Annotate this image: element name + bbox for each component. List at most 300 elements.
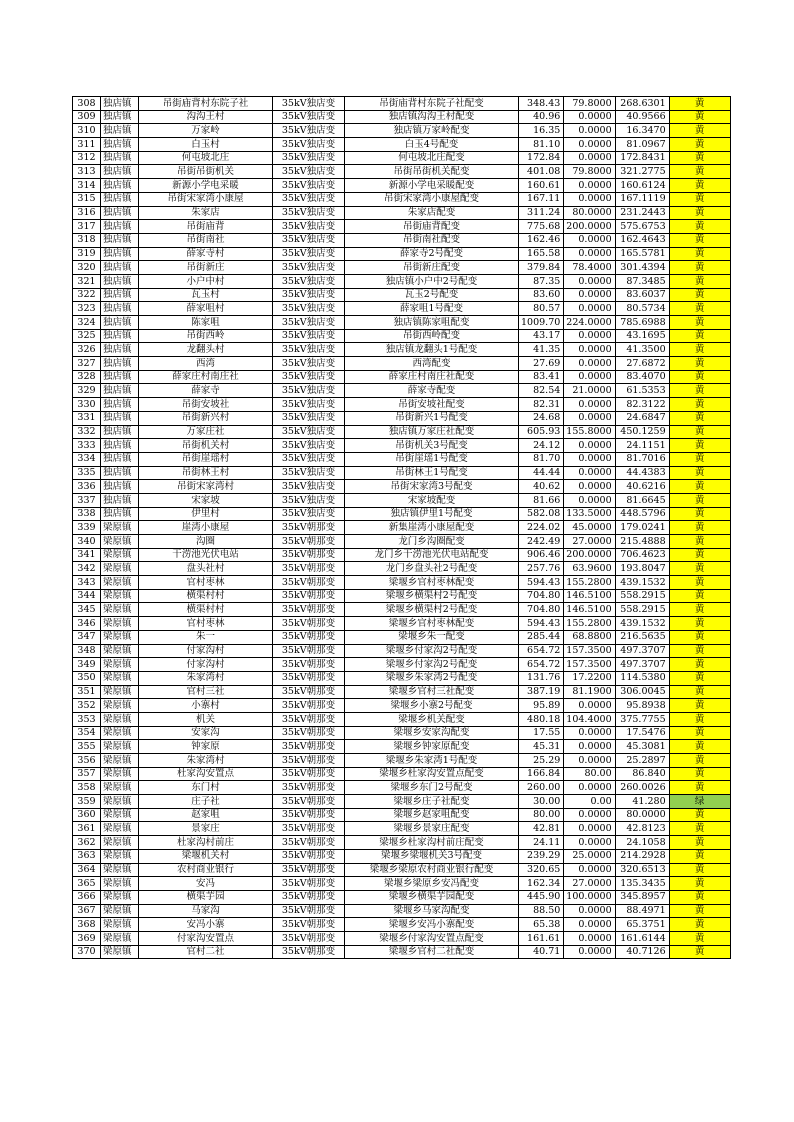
- status-cell: 黄: [669, 808, 730, 822]
- transformer-cell: 新集崖湾小康屋配变: [345, 521, 519, 535]
- substation-cell: 35kV独店变: [273, 343, 345, 357]
- row-number: 337: [73, 493, 101, 507]
- town-cell: 梁原镇: [101, 603, 139, 617]
- remaining-capacity-cell: 25.2897: [615, 754, 669, 768]
- status-cell: 黄: [669, 206, 730, 220]
- capacity-cell: 27.69: [519, 357, 564, 371]
- row-number: 360: [73, 808, 101, 822]
- site-name-cell: 盘头社村: [139, 562, 273, 576]
- transformer-cell: 梁堰乡机关配变: [345, 712, 519, 726]
- capacity-cell: 172.84: [519, 151, 564, 165]
- site-name-cell: 庄子社: [139, 795, 273, 809]
- status-cell: 黄: [669, 274, 730, 288]
- status-cell: 黄: [669, 767, 730, 781]
- site-name-cell: 安冯小寨: [139, 918, 273, 932]
- used-capacity-cell: 80.0000: [564, 206, 615, 220]
- transformer-cell: 梁堰乡朱家湾2号配变: [345, 671, 519, 685]
- town-cell: 梁原镇: [101, 685, 139, 699]
- used-capacity-cell: 146.5100: [564, 603, 615, 617]
- remaining-capacity-cell: 43.1695: [615, 329, 669, 343]
- capacity-cell: 162.46: [519, 233, 564, 247]
- status-cell: 黄: [669, 247, 730, 261]
- used-capacity-cell: 21.0000: [564, 384, 615, 398]
- substation-cell: 35kV独店变: [273, 192, 345, 206]
- substation-cell: 35kV朝那变: [273, 712, 345, 726]
- town-cell: 独店镇: [101, 233, 139, 247]
- table-body: [73, 97, 731, 959]
- substation-cell: 35kV独店变: [273, 384, 345, 398]
- substation-cell: 35kV朝那变: [273, 617, 345, 631]
- substation-cell: 35kV独店变: [273, 138, 345, 152]
- capacity-cell: 24.11: [519, 836, 564, 850]
- transformer-cell: 梁堰乡梁堰机关3号配变: [345, 849, 519, 863]
- used-capacity-cell: 0.0000: [564, 357, 615, 371]
- substation-cell: 35kV独店变: [273, 165, 345, 179]
- data-table: [72, 96, 731, 959]
- table-row: [73, 507, 731, 521]
- substation-cell: 35kV朝那变: [273, 918, 345, 932]
- row-number: 340: [73, 535, 101, 549]
- remaining-capacity-cell: 161.6144: [615, 931, 669, 945]
- town-cell: 独店镇: [101, 138, 139, 152]
- remaining-capacity-cell: 88.4971: [615, 904, 669, 918]
- transformer-cell: 梁堰乡官村二社配变: [345, 945, 519, 959]
- transformer-cell: 吊街林王1号配变: [345, 466, 519, 480]
- capacity-cell: 95.89: [519, 699, 564, 713]
- table-row: [73, 795, 731, 809]
- remaining-capacity-cell: 439.1532: [615, 576, 669, 590]
- site-name-cell: 陈家咀: [139, 316, 273, 330]
- substation-cell: 35kV朝那变: [273, 849, 345, 863]
- table-row: [73, 712, 731, 726]
- town-cell: 梁原镇: [101, 644, 139, 658]
- remaining-capacity-cell: 320.6513: [615, 863, 669, 877]
- used-capacity-cell: 0.0000: [564, 493, 615, 507]
- status-cell: 黄: [669, 658, 730, 672]
- town-cell: 梁原镇: [101, 617, 139, 631]
- remaining-capacity-cell: 439.1532: [615, 617, 669, 631]
- capacity-cell: 387.19: [519, 685, 564, 699]
- status-cell: 黄: [669, 316, 730, 330]
- site-name-cell: 龙翻头村: [139, 343, 273, 357]
- town-cell: 独店镇: [101, 357, 139, 371]
- status-cell: 黄: [669, 836, 730, 850]
- table-row: [73, 411, 731, 425]
- town-cell: 独店镇: [101, 507, 139, 521]
- capacity-cell: 162.34: [519, 877, 564, 891]
- row-number: 329: [73, 384, 101, 398]
- remaining-capacity-cell: 40.7126: [615, 945, 669, 959]
- capacity-cell: 160.61: [519, 179, 564, 193]
- table-row: [73, 535, 731, 549]
- status-cell: 黄: [669, 398, 730, 412]
- status-cell: 黄: [669, 576, 730, 590]
- table-row: [73, 384, 731, 398]
- town-cell: 独店镇: [101, 165, 139, 179]
- used-capacity-cell: 0.0000: [564, 781, 615, 795]
- site-name-cell: 吊街宋家湾小康屋: [139, 192, 273, 206]
- table-row: [73, 589, 731, 603]
- town-cell: 独店镇: [101, 425, 139, 439]
- used-capacity-cell: 79.8000: [564, 97, 615, 111]
- substation-cell: 35kV独店变: [273, 493, 345, 507]
- capacity-cell: 166.84: [519, 767, 564, 781]
- transformer-cell: 梁堰乡官村枣林配变: [345, 617, 519, 631]
- site-name-cell: 官村枣林: [139, 576, 273, 590]
- town-cell: 独店镇: [101, 274, 139, 288]
- transformer-cell: 梁堰乡庄子社配变: [345, 795, 519, 809]
- remaining-capacity-cell: 214.2928: [615, 849, 669, 863]
- row-number: 348: [73, 644, 101, 658]
- remaining-capacity-cell: 497.3707: [615, 658, 669, 672]
- site-name-cell: 农村商业银行: [139, 863, 273, 877]
- status-cell: 黄: [669, 863, 730, 877]
- transformer-cell: 梁堰乡梁原乡安冯配变: [345, 877, 519, 891]
- table-row: [73, 617, 731, 631]
- capacity-cell: 348.43: [519, 97, 564, 111]
- table-row: [73, 754, 731, 768]
- capacity-cell: 24.12: [519, 439, 564, 453]
- transformer-cell: 梁堰乡安家沟配变: [345, 726, 519, 740]
- site-name-cell: 小寨村: [139, 699, 273, 713]
- remaining-capacity-cell: 24.1058: [615, 836, 669, 850]
- capacity-cell: 25.29: [519, 754, 564, 768]
- site-name-cell: 东门村: [139, 781, 273, 795]
- transformer-cell: 独店镇沟沟王村配变: [345, 110, 519, 124]
- site-name-cell: 朱家店: [139, 206, 273, 220]
- site-name-cell: 梁堰机关村: [139, 849, 273, 863]
- capacity-cell: 65.38: [519, 918, 564, 932]
- used-capacity-cell: 0.0000: [564, 480, 615, 494]
- remaining-capacity-cell: 16.3470: [615, 124, 669, 138]
- used-capacity-cell: 0.0000: [564, 274, 615, 288]
- row-number: 354: [73, 726, 101, 740]
- status-cell: 黄: [669, 890, 730, 904]
- substation-cell: 35kV独店变: [273, 302, 345, 316]
- used-capacity-cell: 0.00: [564, 795, 615, 809]
- table-row: [73, 630, 731, 644]
- transformer-cell: 龙门乡盘头社2号配变: [345, 562, 519, 576]
- remaining-capacity-cell: 83.4070: [615, 370, 669, 384]
- status-cell: 黄: [669, 931, 730, 945]
- row-number: 323: [73, 302, 101, 316]
- town-cell: 独店镇: [101, 302, 139, 316]
- transformer-cell: 梁堰乡横渠芋园配变: [345, 890, 519, 904]
- transformer-cell: 梁堰乡景家庄配变: [345, 822, 519, 836]
- capacity-cell: 41.35: [519, 343, 564, 357]
- transformer-cell: 吊街崖瑶1号配变: [345, 452, 519, 466]
- table-row: [73, 480, 731, 494]
- site-name-cell: 付家沟村: [139, 644, 273, 658]
- remaining-capacity-cell: 558.2915: [615, 603, 669, 617]
- remaining-capacity-cell: 450.1259: [615, 425, 669, 439]
- remaining-capacity-cell: 345.8957: [615, 890, 669, 904]
- remaining-capacity-cell: 45.3081: [615, 740, 669, 754]
- capacity-cell: 81.10: [519, 138, 564, 152]
- row-number: 309: [73, 110, 101, 124]
- row-number: 369: [73, 931, 101, 945]
- remaining-capacity-cell: 81.6645: [615, 493, 669, 507]
- substation-cell: 35kV朝那变: [273, 740, 345, 754]
- remaining-capacity-cell: 41.3500: [615, 343, 669, 357]
- remaining-capacity-cell: 706.4623: [615, 548, 669, 562]
- town-cell: 独店镇: [101, 411, 139, 425]
- town-cell: 梁原镇: [101, 658, 139, 672]
- substation-cell: 35kV独店变: [273, 124, 345, 138]
- transformer-cell: 独店镇龙翻头1号配变: [345, 343, 519, 357]
- transformer-cell: 西湾配变: [345, 357, 519, 371]
- status-cell: 黄: [669, 384, 730, 398]
- used-capacity-cell: 80.00: [564, 767, 615, 781]
- capacity-cell: 224.02: [519, 521, 564, 535]
- status-cell: 黄: [669, 343, 730, 357]
- remaining-capacity-cell: 215.4888: [615, 535, 669, 549]
- table-row: [73, 398, 731, 412]
- table-row: [73, 890, 731, 904]
- remaining-capacity-cell: 40.6216: [615, 480, 669, 494]
- status-cell: 黄: [669, 151, 730, 165]
- substation-cell: 35kV朝那变: [273, 548, 345, 562]
- town-cell: 独店镇: [101, 466, 139, 480]
- town-cell: 独店镇: [101, 329, 139, 343]
- transformer-cell: 独店镇万家岭配变: [345, 124, 519, 138]
- site-name-cell: 付家沟安置点: [139, 931, 273, 945]
- town-cell: 独店镇: [101, 261, 139, 275]
- status-cell: 黄: [669, 124, 730, 138]
- status-cell: 黄: [669, 357, 730, 371]
- town-cell: 梁原镇: [101, 945, 139, 959]
- remaining-capacity-cell: 80.5734: [615, 302, 669, 316]
- remaining-capacity-cell: 260.0026: [615, 781, 669, 795]
- transformer-cell: 龙门乡干涝池光伏电站配变: [345, 548, 519, 562]
- remaining-capacity-cell: 42.8123: [615, 822, 669, 836]
- transformer-cell: 梁堰乡横渠村2号配变: [345, 603, 519, 617]
- status-cell: 黄: [669, 110, 730, 124]
- row-number: 349: [73, 658, 101, 672]
- capacity-cell: 285.44: [519, 630, 564, 644]
- status-cell: 黄: [669, 233, 730, 247]
- substation-cell: 35kV朝那变: [273, 630, 345, 644]
- substation-cell: 35kV朝那变: [273, 863, 345, 877]
- used-capacity-cell: 133.5000: [564, 507, 615, 521]
- site-name-cell: 薛家庄村南庄社: [139, 370, 273, 384]
- site-name-cell: 万家庄社: [139, 425, 273, 439]
- transformer-cell: 薛家咀1号配变: [345, 302, 519, 316]
- remaining-capacity-cell: 24.6847: [615, 411, 669, 425]
- table-row: [73, 726, 731, 740]
- transformer-cell: 梁堰乡付家沟2号配变: [345, 658, 519, 672]
- row-number: 319: [73, 247, 101, 261]
- status-cell: 黄: [669, 452, 730, 466]
- town-cell: 梁原镇: [101, 535, 139, 549]
- substation-cell: 35kV独店变: [273, 316, 345, 330]
- site-name-cell: 朱家湾村: [139, 671, 273, 685]
- capacity-cell: 260.00: [519, 781, 564, 795]
- town-cell: 独店镇: [101, 97, 139, 111]
- used-capacity-cell: 79.8000: [564, 165, 615, 179]
- row-number: 331: [73, 411, 101, 425]
- site-name-cell: 横渠村村: [139, 603, 273, 617]
- table-row: [73, 233, 731, 247]
- row-number: 351: [73, 685, 101, 699]
- row-number: 370: [73, 945, 101, 959]
- capacity-cell: 16.35: [519, 124, 564, 138]
- row-number: 308: [73, 97, 101, 111]
- remaining-capacity-cell: 448.5796: [615, 507, 669, 521]
- capacity-cell: 24.68: [519, 411, 564, 425]
- transformer-cell: 吊街宋家湾3号配变: [345, 480, 519, 494]
- capacity-cell: 311.24: [519, 206, 564, 220]
- used-capacity-cell: 0.0000: [564, 302, 615, 316]
- table-row: [73, 822, 731, 836]
- status-cell: 黄: [669, 411, 730, 425]
- table-row: [73, 849, 731, 863]
- row-number: 367: [73, 904, 101, 918]
- remaining-capacity-cell: 785.6988: [615, 316, 669, 330]
- site-name-cell: 吊街吊街机关: [139, 165, 273, 179]
- used-capacity-cell: 0.0000: [564, 138, 615, 152]
- transformer-cell: 龙门乡沟圈配变: [345, 535, 519, 549]
- capacity-cell: 87.35: [519, 274, 564, 288]
- site-name-cell: 崖湾小康屋: [139, 521, 273, 535]
- table-row: [73, 138, 731, 152]
- status-cell: 黄: [669, 712, 730, 726]
- town-cell: 梁原镇: [101, 521, 139, 535]
- site-name-cell: 横渠村村: [139, 589, 273, 603]
- status-cell: 黄: [669, 918, 730, 932]
- used-capacity-cell: 45.0000: [564, 521, 615, 535]
- town-cell: 梁原镇: [101, 699, 139, 713]
- town-cell: 独店镇: [101, 124, 139, 138]
- capacity-cell: 43.17: [519, 329, 564, 343]
- status-cell: 黄: [669, 644, 730, 658]
- substation-cell: 35kV朝那变: [273, 671, 345, 685]
- used-capacity-cell: 104.4000: [564, 712, 615, 726]
- transformer-cell: 吊街机关3号配变: [345, 439, 519, 453]
- table-row: [73, 945, 731, 959]
- used-capacity-cell: 0.0000: [564, 699, 615, 713]
- capacity-cell: 82.54: [519, 384, 564, 398]
- site-name-cell: 瓦玉村: [139, 288, 273, 302]
- site-name-cell: 沟沟王村: [139, 110, 273, 124]
- site-name-cell: 杜家沟安置点: [139, 767, 273, 781]
- town-cell: 独店镇: [101, 316, 139, 330]
- row-number: 350: [73, 671, 101, 685]
- used-capacity-cell: 155.2800: [564, 617, 615, 631]
- substation-cell: 35kV独店变: [273, 247, 345, 261]
- substation-cell: 35kV朝那变: [273, 877, 345, 891]
- table-row: [73, 521, 731, 535]
- transformer-cell: 吊街新兴1号配变: [345, 411, 519, 425]
- substation-cell: 35kV朝那变: [273, 685, 345, 699]
- remaining-capacity-cell: 321.2775: [615, 165, 669, 179]
- used-capacity-cell: 0.0000: [564, 904, 615, 918]
- used-capacity-cell: 0.0000: [564, 452, 615, 466]
- site-name-cell: 白玉村: [139, 138, 273, 152]
- status-cell: 黄: [669, 179, 730, 193]
- substation-cell: 35kV独店变: [273, 466, 345, 480]
- site-name-cell: 吊街林王村: [139, 466, 273, 480]
- used-capacity-cell: 0.0000: [564, 192, 615, 206]
- table-row: [73, 179, 731, 193]
- site-name-cell: 吊街机关村: [139, 439, 273, 453]
- status-cell: 黄: [669, 329, 730, 343]
- table-row: [73, 808, 731, 822]
- town-cell: 梁原镇: [101, 890, 139, 904]
- site-name-cell: 横渠芋园: [139, 890, 273, 904]
- town-cell: 梁原镇: [101, 726, 139, 740]
- used-capacity-cell: 0.0000: [564, 398, 615, 412]
- capacity-cell: 594.43: [519, 617, 564, 631]
- capacity-cell: 88.50: [519, 904, 564, 918]
- capacity-cell: 17.55: [519, 726, 564, 740]
- capacity-cell: 165.58: [519, 247, 564, 261]
- row-number: 358: [73, 781, 101, 795]
- table-row: [73, 206, 731, 220]
- used-capacity-cell: 0.0000: [564, 931, 615, 945]
- table-row: [73, 877, 731, 891]
- town-cell: 梁原镇: [101, 822, 139, 836]
- transformer-cell: 独店镇万家庄社配变: [345, 425, 519, 439]
- transformer-cell: 吊街南社配变: [345, 233, 519, 247]
- substation-cell: 35kV独店变: [273, 398, 345, 412]
- table-row: [73, 316, 731, 330]
- transformer-cell: 吊街庙背配变: [345, 220, 519, 234]
- remaining-capacity-cell: 95.8938: [615, 699, 669, 713]
- table-row: [73, 767, 731, 781]
- status-cell: 黄: [669, 685, 730, 699]
- table-row: [73, 452, 731, 466]
- transformer-cell: 吊街宋家湾小康屋配变: [345, 192, 519, 206]
- transformer-cell: 独店镇伊里1号配变: [345, 507, 519, 521]
- site-name-cell: 吊街庙背村东院子社: [139, 97, 273, 111]
- row-number: 357: [73, 767, 101, 781]
- capacity-cell: 82.31: [519, 398, 564, 412]
- capacity-cell: 445.90: [519, 890, 564, 904]
- status-cell: 黄: [669, 630, 730, 644]
- status-cell: 黄: [669, 849, 730, 863]
- remaining-capacity-cell: 268.6301: [615, 97, 669, 111]
- site-name-cell: 官村三社: [139, 685, 273, 699]
- capacity-cell: 44.44: [519, 466, 564, 480]
- table-row: [73, 192, 731, 206]
- town-cell: 梁原镇: [101, 918, 139, 932]
- site-name-cell: 朱一: [139, 630, 273, 644]
- town-cell: 梁原镇: [101, 849, 139, 863]
- transformer-cell: 梁堰乡官村三社配变: [345, 685, 519, 699]
- transformer-cell: 梁堰乡安冯小寨配变: [345, 918, 519, 932]
- table-row: [73, 466, 731, 480]
- row-number: 336: [73, 480, 101, 494]
- row-number: 362: [73, 836, 101, 850]
- substation-cell: 35kV独店变: [273, 206, 345, 220]
- row-number: 368: [73, 918, 101, 932]
- remaining-capacity-cell: 81.0967: [615, 138, 669, 152]
- status-cell: 黄: [669, 617, 730, 631]
- used-capacity-cell: 100.0000: [564, 890, 615, 904]
- substation-cell: 35kV独店变: [273, 151, 345, 165]
- remaining-capacity-cell: 172.8431: [615, 151, 669, 165]
- row-number: 333: [73, 439, 101, 453]
- table-row: [73, 740, 731, 754]
- used-capacity-cell: 0.0000: [564, 179, 615, 193]
- capacity-cell: 605.93: [519, 425, 564, 439]
- transformer-cell: 独店镇陈家咀配变: [345, 316, 519, 330]
- used-capacity-cell: 0.0000: [564, 466, 615, 480]
- transformer-cell: 梁堰乡赵家咀配变: [345, 808, 519, 822]
- transformer-cell: 瓦玉2号配变: [345, 288, 519, 302]
- status-cell: 黄: [669, 945, 730, 959]
